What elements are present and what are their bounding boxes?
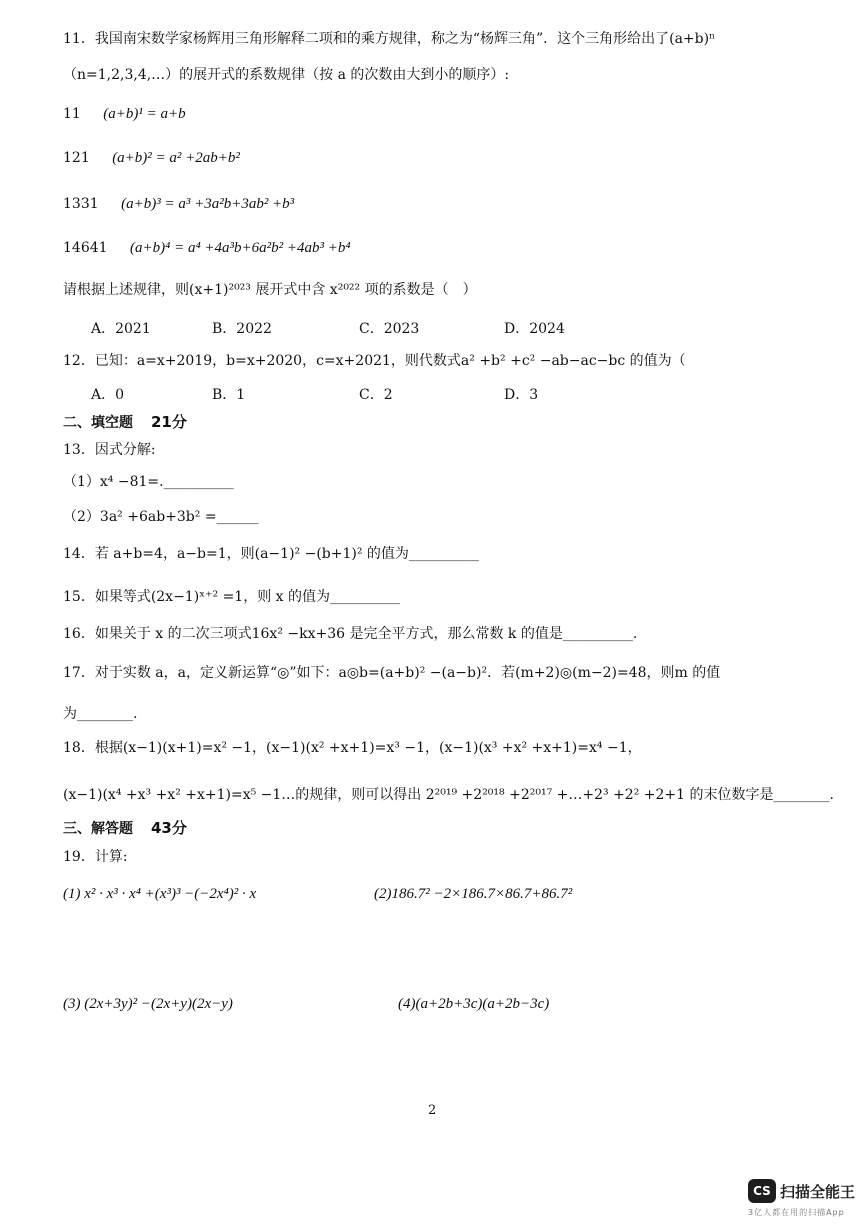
q13-part-2: （2）3a² +6ab+3b² =______ (63, 509, 259, 525)
q17-line-2: 为________. (63, 706, 138, 722)
q13-stem: 13．因式分解: (63, 442, 156, 458)
q17-line-1: 17．对于实数 a，a，定义新运算“◎”如下：a◎b=(a+b)² −(a−b)²．若(m+2)◎(m−2)=48，则m 的值 (63, 665, 721, 681)
row-number: 11 (63, 106, 81, 122)
q11-stem: 11．我国南宋数学家杨辉用三角形解释二项和的乘方规律，称之为“杨辉三角”．这个三角形给出了(a+b)ⁿ (63, 31, 716, 47)
q15: 15．如果等式(2x−1)ˣ⁺² =1，则 x 的值为__________ (63, 589, 400, 605)
q11-option-d: D．2024 (504, 321, 565, 337)
section-title: 二、填空题 (63, 415, 133, 431)
row-expression: (a+b)³ = a³ +3a²b+3ab² +b³ (121, 196, 295, 212)
section-score: 21分 (151, 413, 187, 431)
q19-part-4: (4)(a+2b+3c)(a+2b−3c) (398, 996, 550, 1012)
q19-part-2: (2)186.7² −2×186.7×86.7+86.7² (374, 886, 573, 902)
row-expression: (a+b)² = a² +2ab+b² (112, 150, 240, 166)
watermark-tagline: 3亿人都在用的扫描App (748, 1208, 845, 1217)
q11-question: 请根据上述规律，则(x+1)²⁰²³ 展开式中含 x²⁰²² 项的系数是（ ） (63, 282, 477, 298)
q12-option-a: A．0 (91, 387, 125, 403)
scanner-watermark (744, 1177, 862, 1221)
q16: 16．如果关于 x 的二次三项式16x² −kx+36 是完全平方式，那么常数 k 的值是__________. (63, 626, 638, 642)
row-expression: (a+b)¹ = a+b (103, 106, 186, 122)
q11-row-1 (63, 104, 186, 124)
camscanner-logo-icon: CS (748, 1179, 776, 1203)
q18-line-1: 18．根据(x−1)(x+1)=x² −1，(x−1)(x² +x+1)=x³ −1，(x−1)(x³ +x² +x+1)=x⁴ −1， (63, 740, 642, 756)
q14: 14．若 a+b=4，a−b=1，则(a−1)² −(b+1)² 的值为__________ (63, 546, 479, 562)
q11-row-3 (63, 194, 294, 214)
q12-option-d: D．3 (504, 387, 539, 403)
q13-part-1: （1）x⁴ −81=.__________ (63, 474, 234, 490)
q19-stem: 19．计算: (63, 849, 128, 865)
q19-part-1: (1) x² · x³ · x⁴ +(x³)³ −(−2x⁴)² · x (63, 886, 257, 902)
row-number: 1331 (63, 196, 99, 212)
q11-option-a: A．2021 (91, 321, 151, 337)
section-score: 43分 (151, 819, 187, 837)
q11-option-c: C．2023 (359, 321, 420, 337)
q18-line-2: (x−1)(x⁴ +x³ +x² +x+1)=x⁵ −1…的规律，则可以得出 2²⁰¹⁹ +2²⁰¹⁸ +2²⁰¹⁷ +…+2³ +2² +2+1 的末位数字是________. (63, 787, 834, 803)
q11-stem-cont: （n=1,2,3,4,…）的展开式的系数规律（按 a 的次数由大到小的顺序）: (63, 67, 510, 83)
q11-option-b: B．2022 (212, 321, 272, 337)
section-title: 三、解答题 (63, 821, 133, 837)
row-number: 14641 (63, 240, 108, 256)
row-expression: (a+b)⁴ = a⁴ +4a³b+6a²b² +4ab³ +b⁴ (130, 240, 351, 256)
row-number: 121 (63, 150, 90, 166)
section-answer-heading (63, 818, 187, 839)
section-fill-in-heading (63, 412, 187, 433)
q12-option-c: C．2 (359, 387, 393, 403)
q11-row-2 (63, 148, 240, 168)
watermark-app-name: 扫描全能王 (780, 1183, 856, 1201)
q12-option-b: B．1 (212, 387, 246, 403)
q11-row-4 (63, 238, 351, 258)
q12-stem: 12．已知：a=x+2019，b=x+2020，c=x+2021，则代数式a² +b² +c² −ab−ac−bc 的值为（ (63, 353, 686, 369)
q19-part-3: (3) (2x+3y)² −(2x+y)(2x−y) (63, 996, 233, 1012)
page-number: 2 (428, 1103, 437, 1118)
